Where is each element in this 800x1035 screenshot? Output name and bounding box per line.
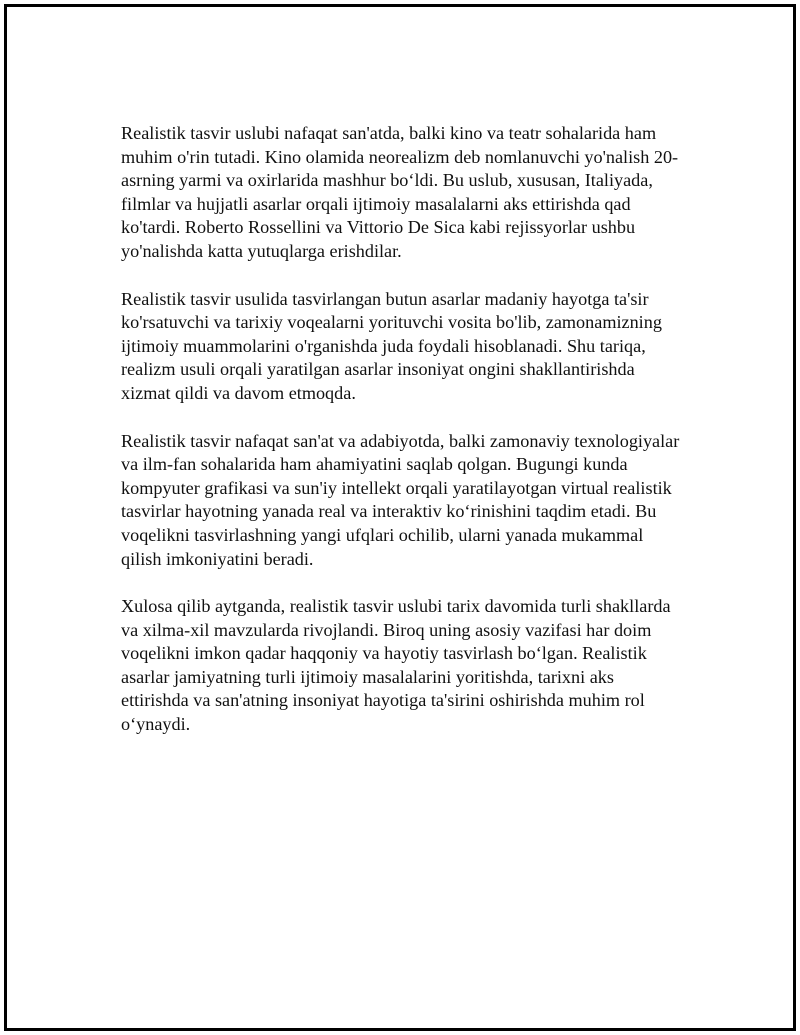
text-line: kompyuter grafikasi va sun'iy intellekt orqali yaratilayotgan virtual realistik <box>121 477 672 498</box>
text-line: ko'tardi. Roberto Rossellini va Vittorio De Sica kabi rejissyorlar ushbu <box>121 217 636 238</box>
text-line: o‘ynaydi. <box>121 714 191 735</box>
paragraph-2 <box>121 288 701 406</box>
text-line: Realistik tasvir usulida tasvirlangan butun asarlar madaniy hayotga ta'sir <box>121 288 649 309</box>
text-line: asarlar jamiyatning turli ijtimoiy masalalarini yoritishda, tarixni aks <box>121 666 614 687</box>
text-line: Realistik tasvir uslubi nafaqat san'atda, balki kino va teatr sohalarida ham <box>121 123 657 143</box>
document-body <box>121 122 701 761</box>
text-line: muhim o'rin tutadi. Kino olamida neorealizm deb nomlanuvchi yo'nalish 20- <box>121 146 679 167</box>
text-line: va ilm-fan sohalarida ham ahamiyatini saqlab qolgan. Bugungi kunda <box>121 454 628 475</box>
document-page <box>4 4 796 1031</box>
text-line: voqelikni imkon qadar haqqoniy va hayotiy tasvirlash bo‘lgan. Realistik <box>121 643 647 664</box>
text-line: ijtimoiy muammolarini o'rganishda juda foydali hisoblanadi. Shu tariqa, <box>121 335 646 356</box>
text-line: filmlar va hujjatli asarlar orqali ijtimoiy masalalarni aks ettirishda qad <box>121 193 631 214</box>
text-line: va xilma-xil mavzularda rivojlandi. Biroq uning asosiy vazifasi har doim <box>121 619 652 640</box>
text-line: Realistik tasvir nafaqat san'at va adabiyotda, balki zamonaviy texnologiyalar <box>121 430 680 451</box>
text-line: realizm usuli orqali yaratilgan asarlar insoniyat ongini shakllantirishda <box>121 359 635 380</box>
text-line: qilish imkoniyatini beradi. <box>121 548 314 569</box>
text-line: voqelikni tasvirlashning yangi ufqlari ochilib, ularni yanada mukammal <box>121 524 644 545</box>
text-line: xizmat qildi va davom etmoqda. <box>121 382 356 403</box>
text-line: tasvirlar hayotning yanada real va interaktiv ko‘rinishini taqdim etadi. Bu <box>121 501 657 522</box>
paragraph-4 <box>121 595 701 737</box>
paragraph-3 <box>121 430 701 572</box>
text-line: yo'nalishda katta yutuqlarga erishdilar. <box>121 240 402 261</box>
text-line: asrning yarmi va oxirlarida mashhur bo‘ldi. Bu uslub, xususan, Italiyada, <box>121 170 653 191</box>
paragraph-1 <box>121 122 701 264</box>
text-line: ettirishda va san'atning insoniyat hayotiga ta'sirini oshirishda muhim rol <box>121 690 645 711</box>
text-line: Xulosa qilib aytganda, realistik tasvir uslubi tarix davomida turli shakllarda <box>121 596 671 617</box>
text-line: ko'rsatuvchi va tarixiy voqealarni yorituvchi vosita bo'lib, zamonamizning <box>121 312 662 333</box>
